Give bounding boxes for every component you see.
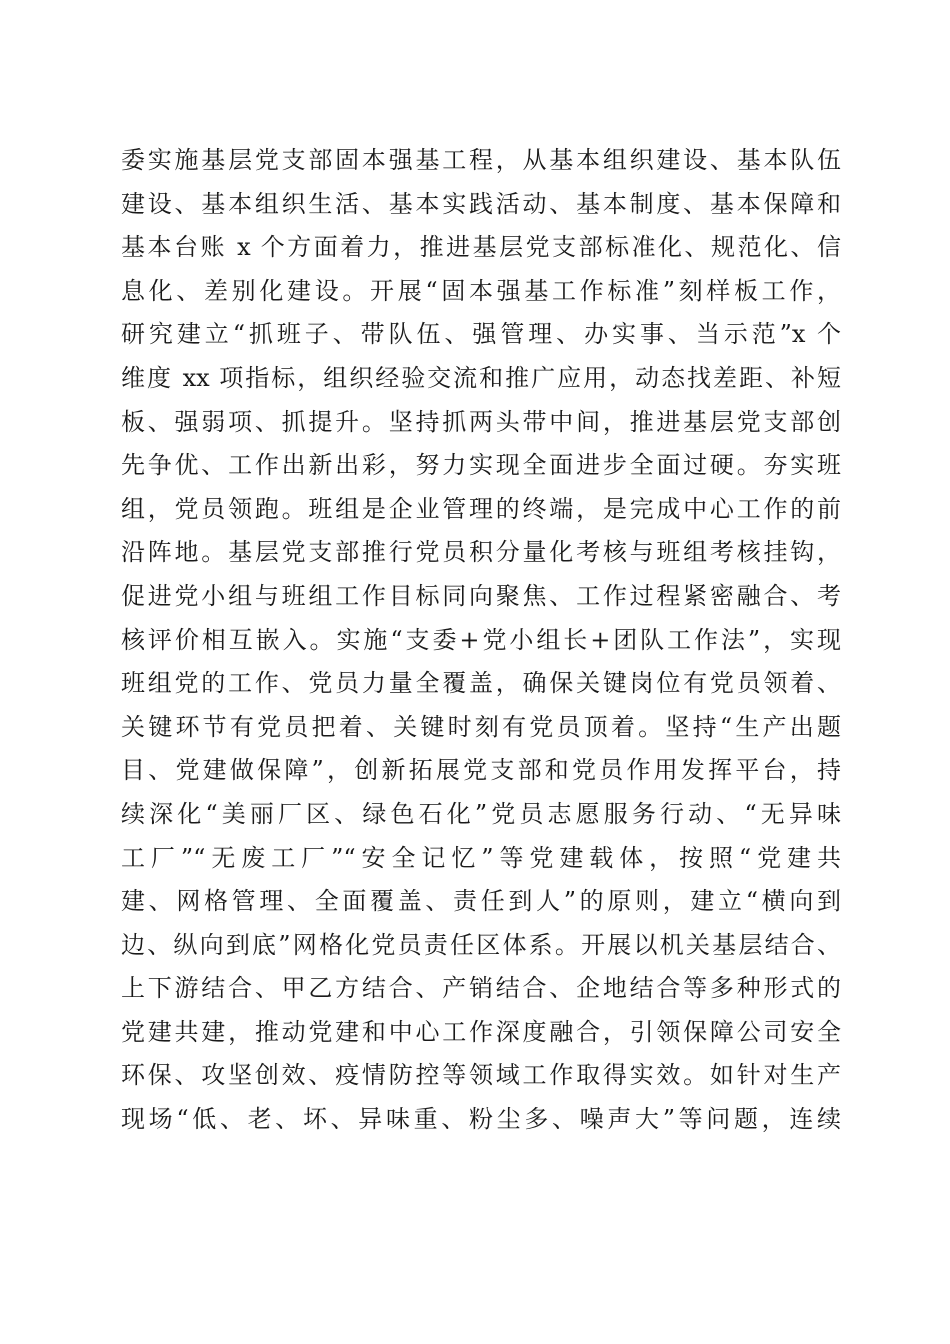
text-line: 沿阵地。基层党支部推行党员积分量化考核与班组考核挂钩， [121,538,841,567]
text-line: 先争优、工作出新出彩，努力实现全面进步全面过硬。夯实班 [121,451,841,480]
text-line: 边、纵向到底”网格化党员责任区体系。开展以机关基层结合、 [121,930,841,959]
text-line: 班组党的工作、党员力量全覆盖，确保关键岗位有党员领着、 [121,669,841,698]
text-line: 委实施基层党支部固本强基工程，从基本组织建设、基本队伍 [121,146,841,174]
text-line: 建、网格管理、全面覆盖、责任到人”的原则，建立“横向到 [121,887,841,916]
text-line: 工厂”“无废工厂”“安全记忆”等党建载体，按照“党建共 [121,843,841,872]
text-line: 基本台账 x 个方面着力，推进基层党支部标准化、规范化、信 [121,233,841,262]
text-line: 板、强弱项、抓提升。坚持抓两头带中间，推进基层党支部创 [121,407,841,436]
text-line: 续深化“美丽厂区、绿色石化”党员志愿服务行动、“无异味 [121,799,841,828]
text-line: 党建共建，推动党建和中心工作深度融合，引领保障公司安全 [121,1017,841,1046]
text-line: 关键环节有党员把着、关键时刻有党员顶着。坚持“生产出题 [121,712,841,741]
text-line: 环保、攻坚创效、疫情防控等领域工作取得实效。如针对生产 [121,1061,841,1090]
text-line: 建设、基本组织生活、基本实践活动、基本制度、基本保障和 [121,189,841,218]
text-line: 目、党建做保障”，创新拓展党支部和党员作用发挥平台，持 [121,756,841,785]
text-line: 促进党小组与班组工作目标同向聚焦、工作过程紧密融合、考 [121,581,841,610]
body-paragraph [121,139,841,1142]
text-line: 组，党员领跑。班组是企业管理的终端，是完成中心工作的前 [121,494,841,523]
text-line: 维度 xx 项指标，组织经验交流和推广应用，动态找差距、补短 [121,363,841,392]
text-line: 息化、差别化建设。开展“固本强基工作标准”刻样板工作， [121,276,841,305]
text-line: 研究建立“抓班子、带队伍、强管理、办实事、当示范”x 个 [121,320,841,349]
text-line: 核评价相互嵌入。实施“支委+党小组长+团队工作法”，实现 [121,625,841,654]
text-line: 现场“低、老、坏、异味重、粉尘多、噪声大”等问题，连续 [121,1105,841,1134]
text-line: 上下游结合、甲乙方结合、产销结合、企地结合等多种形式的 [121,974,841,1003]
